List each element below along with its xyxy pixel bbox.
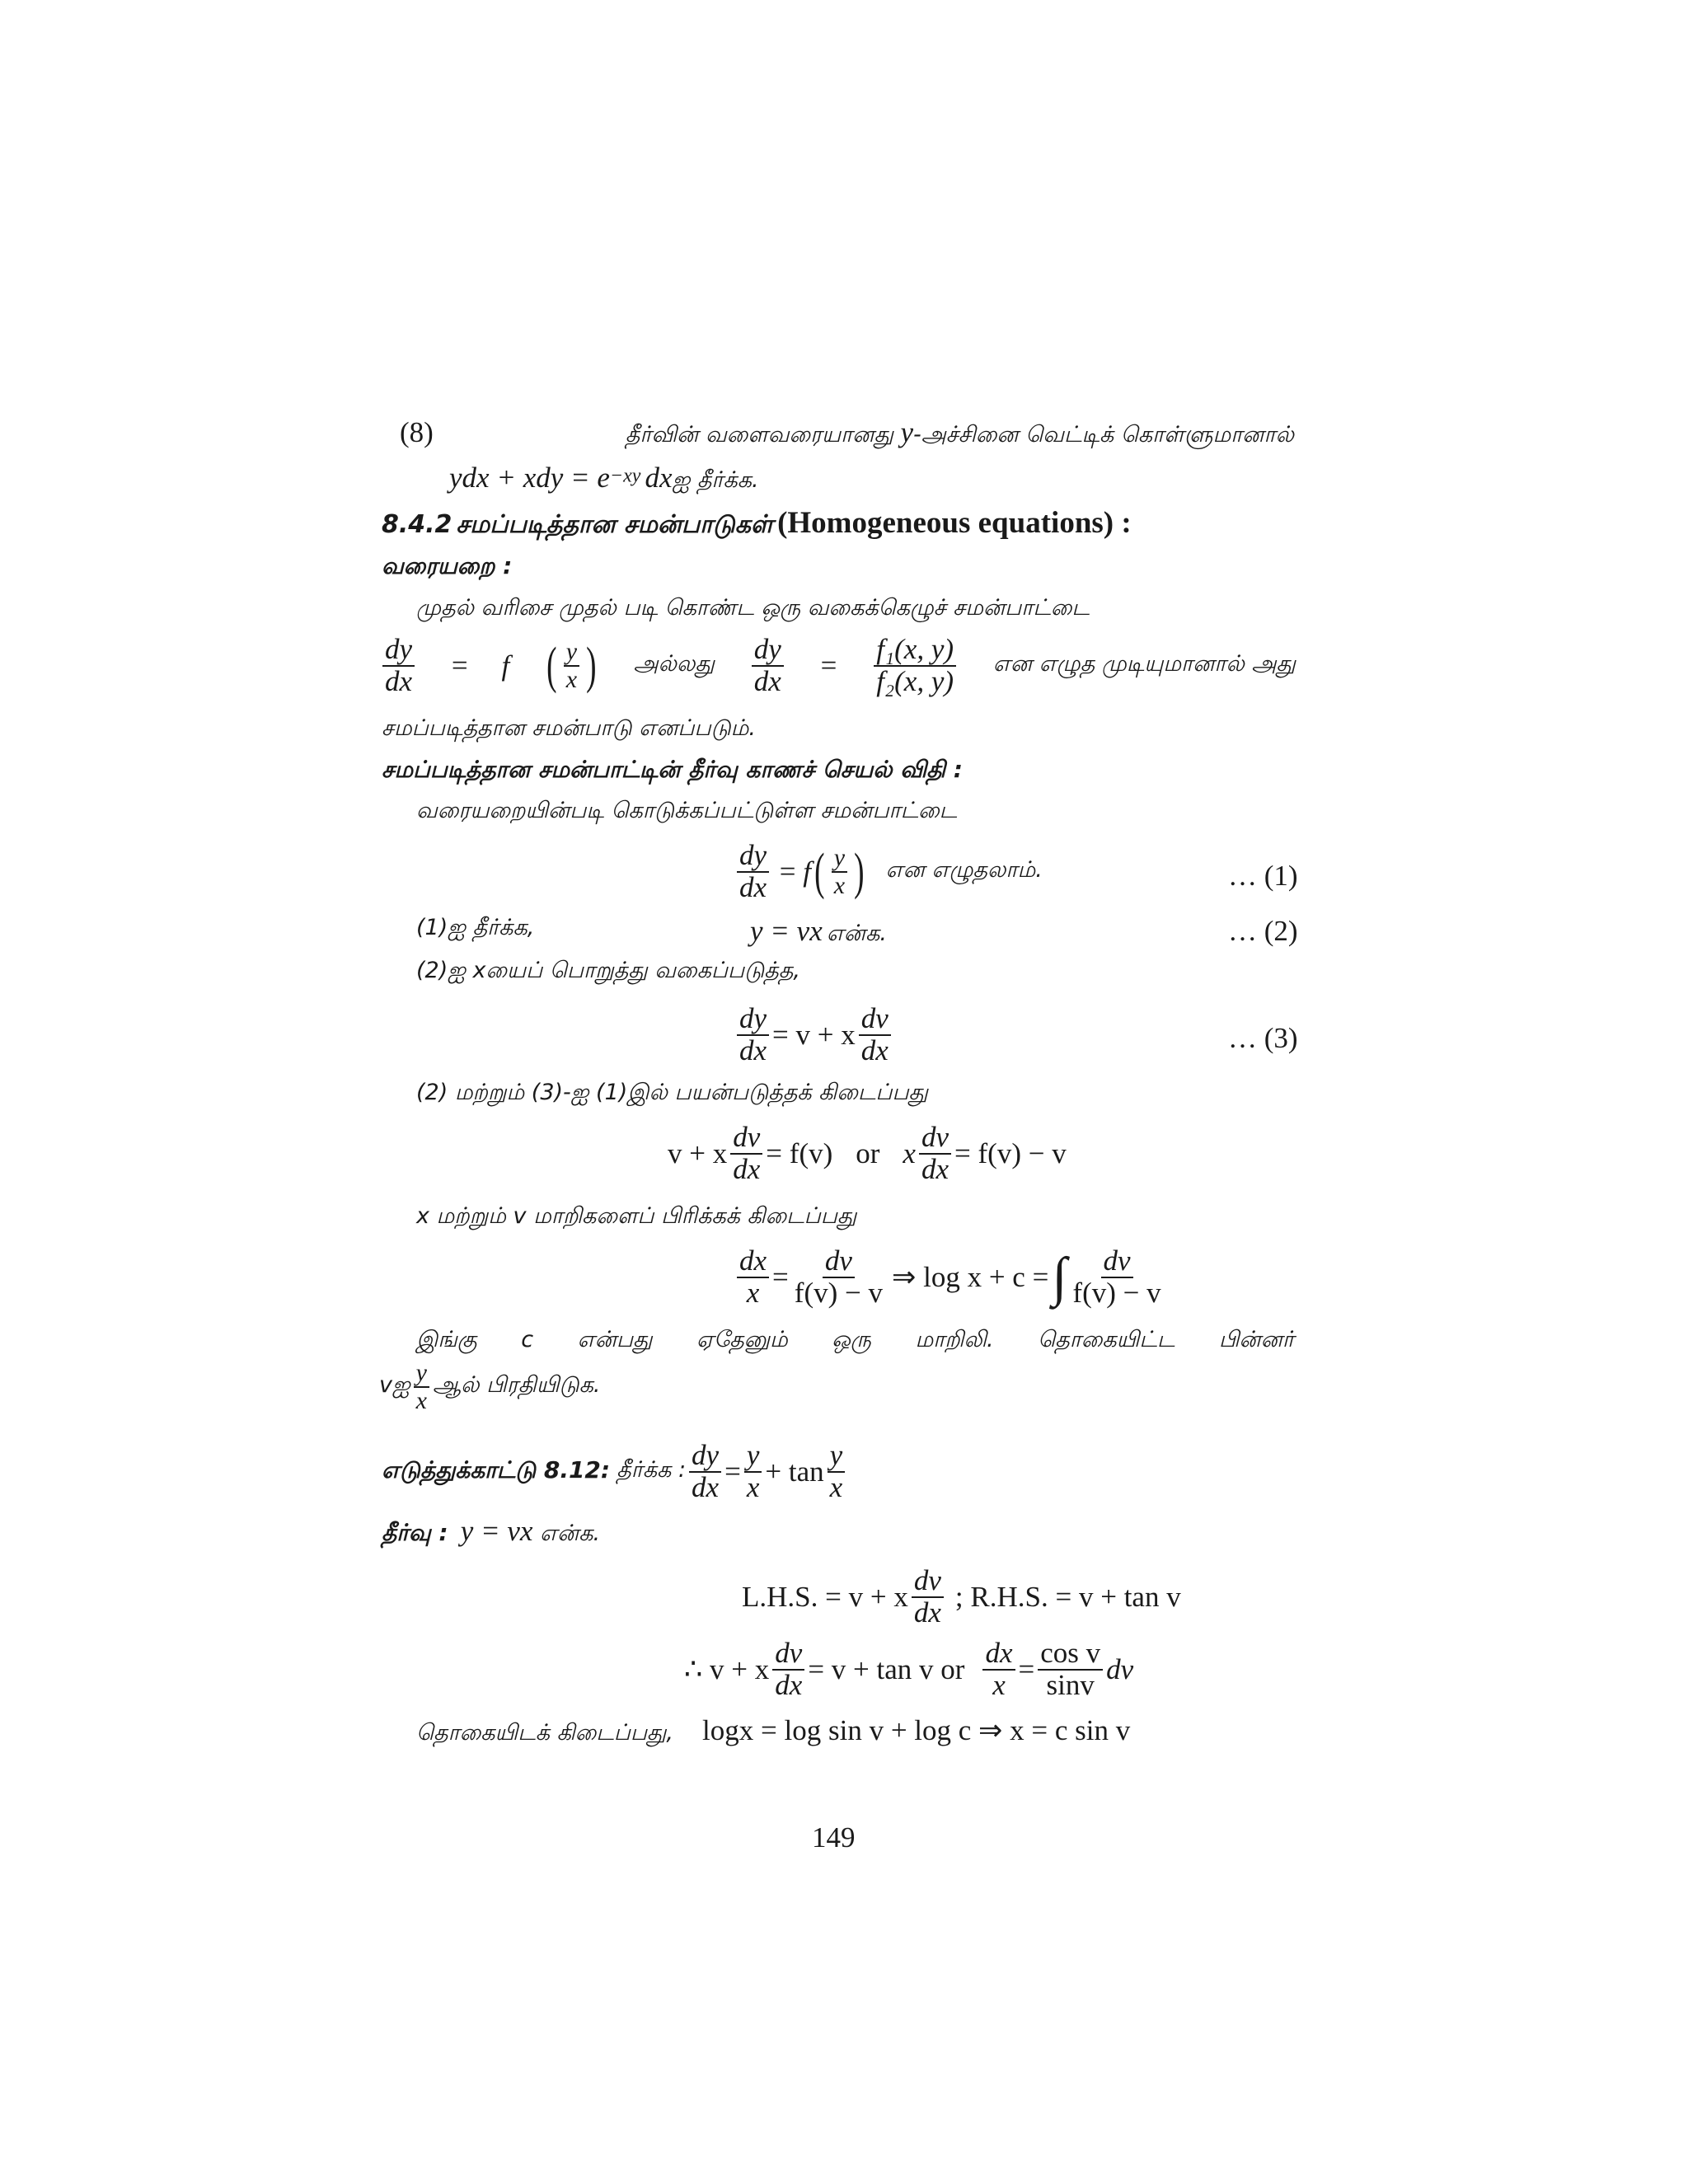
example-8-12: எடுத்துக்காட்டு 8.12: தீர்க்க : $\frac{dy}{dx}$ = $\frac{y}{x}$ + tan $\frac{y}{x}$ [382,1441,848,1503]
page-number: 149 [812,1821,856,1854]
equation-4: v + x $\frac{dv}{dx}$ = f(v) or x $\frac{dv}{dx}$ = f(v) − v [668,1121,1067,1185]
definition-line3: சமப்படித்தான சமன்பாடு எனப்படும். [382,715,756,741]
label-2: … (2) [1228,915,1298,947]
step-6-line1: இங்கு c என்பது ஏதேனும் ஒரு மாறிலி. தொகையிட்ட பின்னர் [416,1327,1294,1352]
exercise-8 [400,416,1294,451]
section-heading: 8.4.2 சமப்படித்தான சமன்பாடுகள் (Homogeneous equations) : [382,506,1132,540]
equation-3: $\frac{dy}{dx}$ = v + x $\frac{dv}{dx}$ [734,1004,894,1066]
definition-heading: வரையறை : [382,552,513,579]
solution-lhs-rhs: L.H.S. = v + x $\frac{dv}{dx}$ ; R.H.S. = v + tan v [742,1564,1181,1629]
definition-equation: $\frac{dy}{dx}$ = f ( $\frac{y}{x}$ ) அல்லது $\frac{dy}{dx}$ = $\frac{\text{f₁(x, y)}}{\text{f₂(x, y)}}$ என எழுத முடியுமானால் அது [379,635,1296,697]
exercise-line1: தீர்வின் வளைவரையானது y-அச்சினை வெட்டிக் கொள்ளுமானால் [625,416,1294,448]
method-intro: வரையறையின்படி கொடுக்கப்பட்டுள்ள சமன்பாட்டை [416,798,958,823]
equation-1: $\frac{dy}{dx}$ = f ( $\frac{y}{x}$ ) என எழுதலாம். [734,841,1043,903]
solution-label: தீர்வு : y = vx என்க. [382,1515,601,1547]
exercise-number: (8) [400,416,434,448]
step-2: (1)ஐ தீர்க்க, [416,915,535,940]
label-1: … (1) [1228,860,1298,892]
solution-step2: ∴ v + x $\frac{dv}{dx}$ = v + tan v or $\frac{dx}{x}$ = $\frac{\text{cos v}}{\sin v}$ dv [684,1637,1134,1701]
step-6-line2: vஐ $\frac{y}{x}$ ஆல் பிரதியிடுக. [379,1359,601,1414]
step-2-eq: y = vx என்க. [750,915,887,947]
equation-5: $\frac{dx}{x}$ = $\frac{dv}{f(v) - v}$ ⇒ log x + c = ∫ $\frac{dv}{f(v) - v}$ [734,1246,1167,1309]
step-3: (2)ஐ xயைப் பொறுத்து வகைப்படுத்த, [416,958,800,983]
method-heading: சமப்படித்தான சமன்பாட்டின் தீர்வு காணச் செயல் விதி : [382,756,963,783]
label-3: … (3) [1228,1022,1298,1054]
step-4: (2) மற்றும் (3)-ஐ (1)இல் பயன்படுத்தக் கிடைப்பது [416,1080,928,1105]
step-5: x மற்றும் v மாறிகளைப் பிரிக்கக் கிடைப்பது [416,1203,857,1229]
exercise-8-equation: ydx + xdy = $e^{-xy}$ dxஐ தீர்க்க. [449,462,759,494]
solution-integration: தொகையிடக் கிடைப்பது, logx = log sin v + log c ⇒ x = c sin v [416,1714,1131,1746]
definition-line1: முதல் வரிசை முதல் படி கொண்ட ஒரு வகைக்கெழுச் சமன்பாட்டை [416,595,1090,621]
